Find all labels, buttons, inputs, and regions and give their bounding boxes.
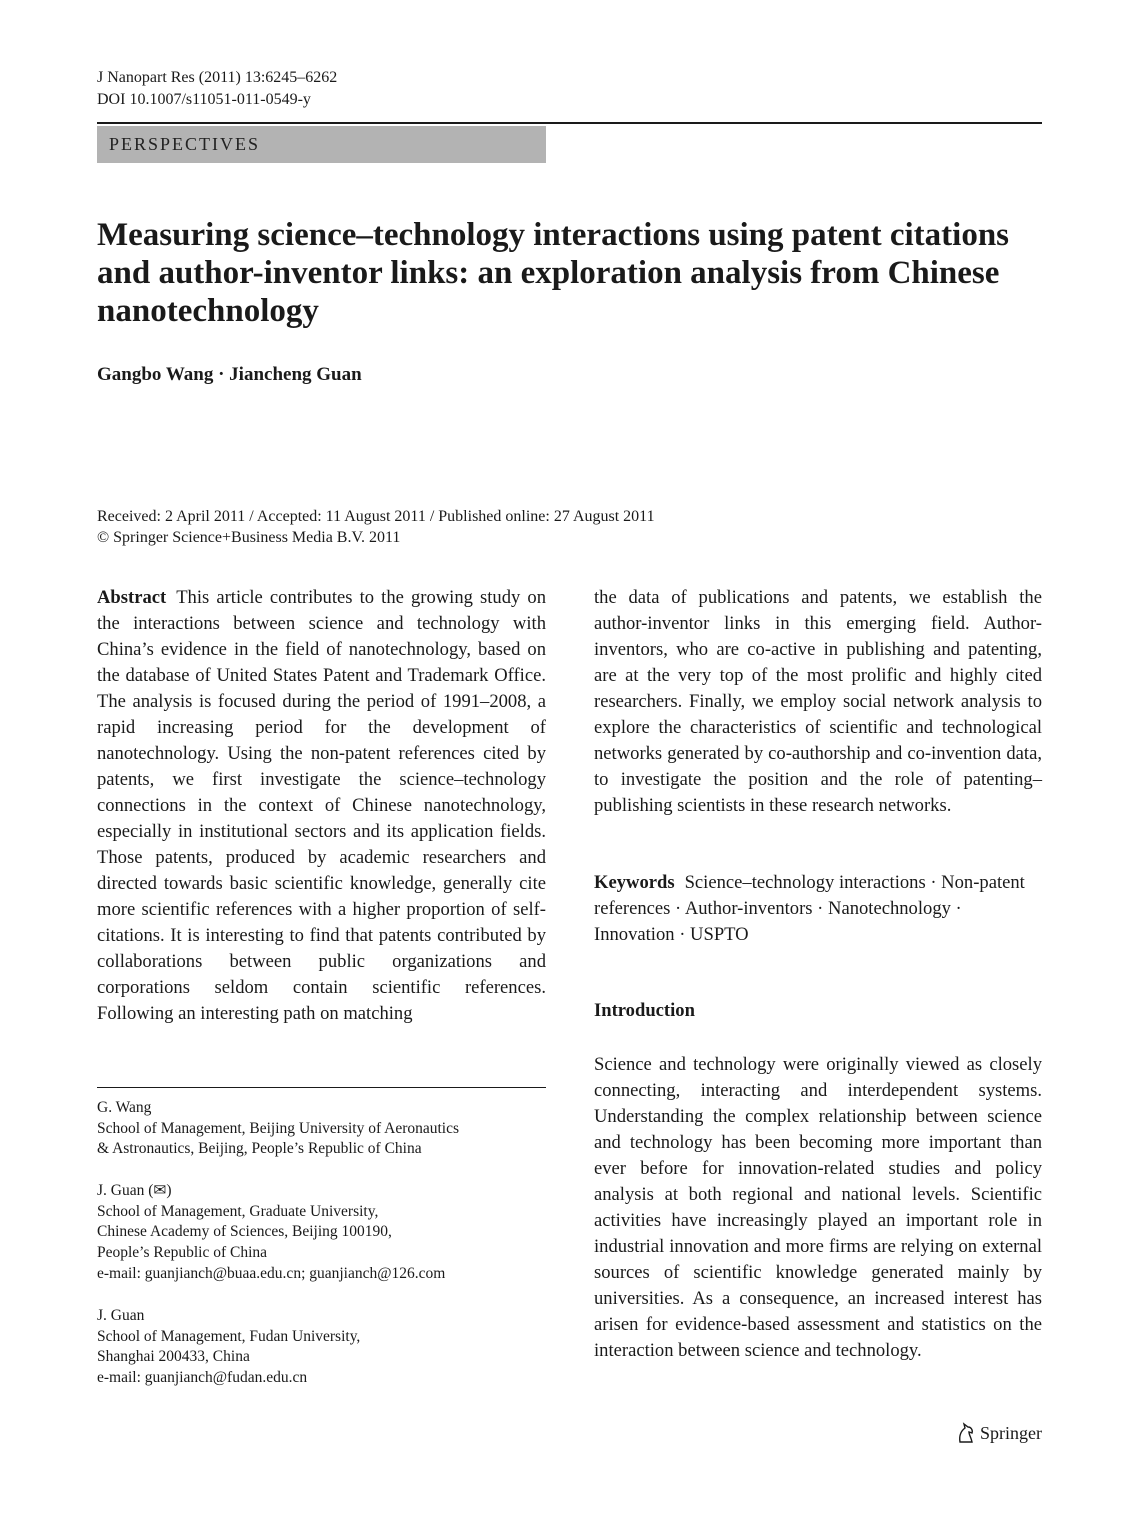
keywords-heading: Keywords [594, 872, 675, 893]
publisher-logo [956, 1422, 1042, 1444]
journal-citation: J Nanopart Res (2011) 13:6245–6262 [97, 69, 338, 86]
abstract-text-left: This article contributes to the growing study on the interactions between science and technology with China’s evidence in the field of nanotechnology, based on the database of United States Patent and Trademark Office. The analysis is focused during the period of 1991–2008, a rapid increasing period for the development of nanotechnology. Using the non-patent references cited by patents, we first investigate the science–technology connections in the context of Chinese nanotechnology, especially in institutional sectors and its application fields. Those patents, produced by academic researchers and directed towards basic scientific knowledge, generally cite more scientific references with a higher proportion of self-citations. It is interesting to find that patents contributed by collaborations between public organizations and corporations seldom contain scientific references. Following an interesting path on matching [97, 587, 546, 1024]
affiliation-wang [97, 1098, 546, 1160]
journal-info [97, 67, 337, 111]
affiliation-line: Chinese Academy of Sciences, Beijing 100190, [97, 1223, 392, 1241]
journal-doi: DOI 10.1007/s11051-011-0549-y [97, 91, 311, 108]
author-list: Gangbo Wang · Jiancheng Guan [97, 364, 362, 385]
affiliation-line: e-mail: guanjianch@fudan.edu.cn [97, 1369, 308, 1387]
affiliation-line: School of Management, Beijing University of Aeronautics [97, 1119, 460, 1137]
abstract-text-right: the data of publications and patents, we establish the author-inventor links in this emerging field. Author-inventors, who are co-active in publishing and patenting, are at the very top of the most prolific and highly cited researchers. Finally, we employ social network analysis to explore the characteristics of scientific and technological networks generated by co-authorship and co-invention data, to investigate the position and the role of patenting–publishing scientists in these research networks. [594, 587, 1042, 816]
affiliation-line: School of Management, Fudan University, [97, 1327, 361, 1345]
abstract-column-left [97, 585, 546, 1027]
publication-dates [97, 506, 655, 548]
affiliation-line: School of Management, Graduate University, [97, 1202, 379, 1220]
affiliation-guan-1 [97, 1181, 546, 1285]
affiliation-name: J. Guan [97, 1307, 145, 1324]
introduction-text: Science and technology were originally viewed as closely connecting, interacting and interdependent systems. Understanding the complex relationship between science and technology has been becoming more important than ever before for innovation-related studies and policy analysis at both regional and national levels. Scientific activities have increasingly played an important role in industrial innovation and more firms are relying on external sources of scientific knowledge generated mainly by universities. As a consequence, an increased interest has arisen for evidence-based assessment and statistics on the interaction between science and technology. [594, 1054, 1042, 1361]
affiliation-line: & Astronautics, Beijing, People’s Republic of China [97, 1140, 422, 1158]
springer-horse-icon [956, 1422, 976, 1444]
abstract-heading: Abstract [97, 587, 167, 608]
affiliation-name: J. Guan (✉) [97, 1182, 172, 1199]
affiliation-line: e-mail: guanjianch@buaa.edu.cn; guanjianch@126.com [97, 1264, 446, 1282]
publication-history: Received: 2 April 2011 / Accepted: 11 August 2011 / Published online: 27 August 2011 [97, 508, 655, 525]
footnote-rule [97, 1087, 546, 1088]
abstract-column-right [594, 585, 1042, 819]
publisher-name: Springer [980, 1422, 1042, 1443]
section-label: PERSPECTIVES [97, 126, 546, 163]
affiliation-line: People’s Republic of China [97, 1244, 268, 1262]
affiliation-line: Shanghai 200433, China [97, 1348, 250, 1366]
keywords-text: Science–technology interactions · Non-patent references · Author-inventors · Nanotechnology · Innovation · USPTO [594, 872, 1025, 945]
header-rule [97, 122, 1042, 124]
affiliation-guan-2 [97, 1306, 546, 1389]
copyright-line: © Springer Science+Business Media B.V. 2011 [97, 529, 401, 546]
keywords-block [594, 870, 1042, 948]
affiliation-name: G. Wang [97, 1099, 152, 1116]
introduction-heading: Introduction [594, 1000, 695, 1021]
paper-title: Measuring science–technology interactions using patent citations and author-inventor links: an exploration analysis from Chinese nanotechnology [97, 217, 1010, 329]
